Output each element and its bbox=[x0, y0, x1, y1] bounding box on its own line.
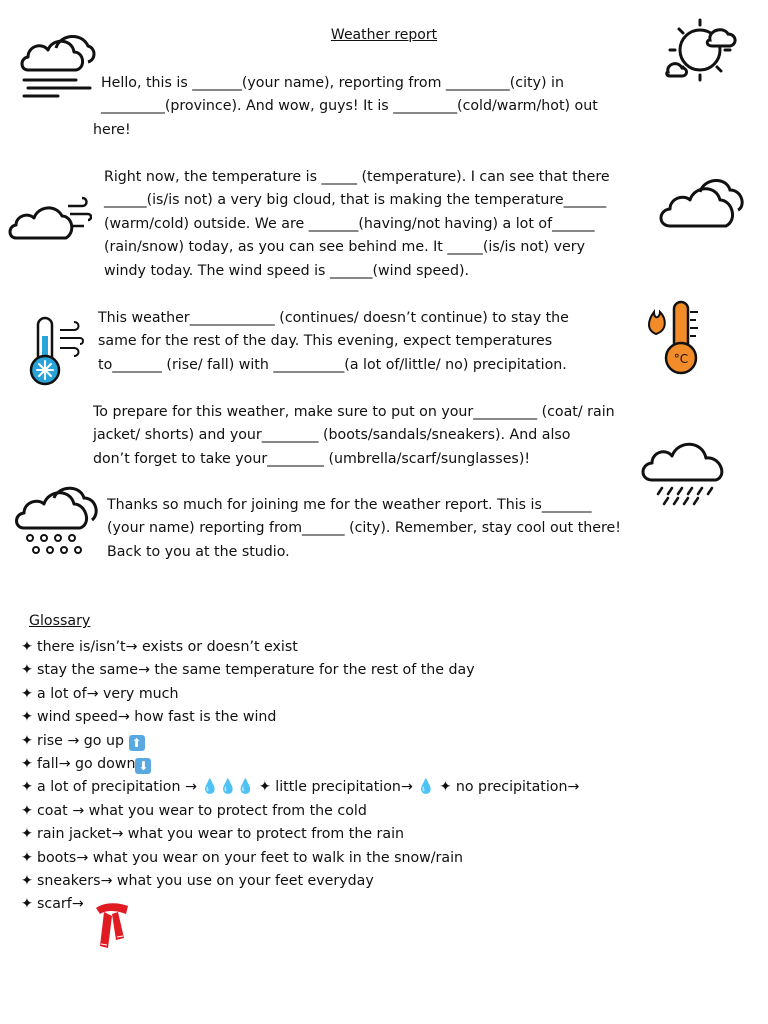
preparation-paragraph bbox=[93, 401, 615, 471]
star-icon: ✦ bbox=[21, 639, 33, 655]
star-icon: ✦ bbox=[21, 779, 33, 796]
text-line: (rain/snow) today, as you can see behind me. It _____(is/is not) very bbox=[104, 239, 585, 256]
glossary-text: rain jacket→ what you wear to protect from the rain bbox=[37, 826, 405, 843]
clouds-icon bbox=[656, 172, 748, 230]
text-line: (your name) reporting from______ (city). Remember, stay cool out there! bbox=[107, 520, 621, 537]
list-item bbox=[21, 823, 579, 846]
glossary-title: Glossary bbox=[29, 613, 91, 629]
water-drop-icon: 💧 bbox=[417, 779, 435, 796]
glossary-text: a lot of precipitation → bbox=[37, 779, 197, 796]
star-icon: ✦ bbox=[21, 709, 33, 726]
list-item bbox=[21, 847, 579, 870]
list-item bbox=[21, 659, 579, 682]
list-item bbox=[21, 706, 579, 729]
water-drops-icon: 💧💧💧 bbox=[201, 779, 255, 796]
glossary-text: scarf→ bbox=[37, 896, 84, 913]
arrow-down-icon: ⬇ bbox=[135, 758, 151, 774]
text-line: Right now, the temperature is _____ (temperature). I can see that there bbox=[104, 169, 610, 185]
cloud-wind-icon bbox=[18, 26, 98, 98]
scarf-icon bbox=[92, 902, 132, 950]
text-line: same for the rest of the day. This evening, expect temperatures bbox=[98, 333, 553, 350]
temperature-paragraph bbox=[104, 166, 610, 283]
text-line: Thanks so much for joining me for the weather report. This is_______ bbox=[107, 497, 592, 513]
star-icon: ✦ bbox=[21, 755, 33, 772]
glossary-text: rise → go up bbox=[37, 732, 124, 749]
cold-thermometer-icon bbox=[28, 316, 86, 388]
text-line: ______(is/is not) a very big cloud, that is making the temperature______ bbox=[104, 192, 607, 209]
text-line: This weather____________ (continues/ doesn’t continue) to stay the bbox=[98, 310, 569, 326]
arrow-up-icon: ⬆ bbox=[129, 735, 145, 751]
star-icon: ✦ bbox=[258, 779, 271, 796]
glossary-text: no precipitation→ bbox=[455, 779, 580, 796]
star-icon: ✦ bbox=[21, 872, 33, 889]
star-icon: ✦ bbox=[21, 896, 33, 913]
glossary-text: there is/isn’t→ exists or doesn’t exist bbox=[37, 639, 298, 655]
glossary-text: boots→ what you wear on your feet to walk in the snow/rain bbox=[37, 849, 464, 866]
text-line: (warm/cold) outside. We are _______(having/not having) a lot of______ bbox=[104, 215, 595, 232]
rain-cloud-icon bbox=[640, 438, 728, 506]
list-item bbox=[21, 730, 579, 753]
text-line: windy today. The wind speed is ______(wind speed). bbox=[104, 262, 470, 279]
glossary-text: coat → what you wear to protect from the cold bbox=[37, 802, 367, 819]
list-item bbox=[21, 636, 579, 659]
text-line: Back to you at the studio. bbox=[107, 543, 290, 560]
svg-text:°C: °C bbox=[673, 352, 689, 366]
star-icon: ✦ bbox=[21, 802, 33, 819]
star-icon: ✦ bbox=[21, 732, 33, 749]
list-item bbox=[21, 800, 579, 823]
cloud-wind-icon bbox=[8, 196, 92, 244]
list-item bbox=[21, 870, 579, 893]
glossary-text: stay the same→ the same temperature for the rest of the day bbox=[37, 662, 475, 679]
star-icon: ✦ bbox=[21, 685, 33, 702]
glossary-text: sneakers→ what you use on your feet everyday bbox=[37, 872, 374, 889]
hail-cloud-icon bbox=[14, 484, 100, 560]
text-line: To prepare for this weather, make sure to put on your_________ (coat/ rain bbox=[93, 404, 615, 420]
closing-paragraph bbox=[107, 494, 621, 564]
list-item bbox=[21, 753, 579, 776]
glossary-text: little precipitation→ bbox=[275, 779, 413, 796]
forecast-paragraph bbox=[98, 307, 569, 377]
text-line: _________(province). And wow, guys! It is _________(cold/warm/hot) out bbox=[101, 98, 598, 115]
star-icon: ✦ bbox=[21, 662, 33, 679]
glossary-text: wind speed→ how fast is the wind bbox=[37, 709, 277, 726]
hot-thermometer-icon bbox=[644, 300, 706, 376]
sun-cloud-icon bbox=[662, 16, 742, 84]
page-title: Weather report bbox=[330, 27, 438, 43]
text-line: to_______ (rise/ fall) with __________(a lot of/little/ no) precipitation. bbox=[98, 356, 567, 373]
intro-paragraph bbox=[93, 72, 598, 142]
glossary-text: a lot of→ very much bbox=[37, 685, 179, 702]
glossary-list bbox=[21, 636, 579, 917]
list-item bbox=[21, 683, 579, 706]
list-item bbox=[21, 776, 579, 799]
star-icon: ✦ bbox=[21, 826, 33, 843]
text-line: don’t forget to take your________ (umbrella/scarf/sunglasses)! bbox=[93, 450, 531, 467]
text-line: here! bbox=[93, 121, 131, 138]
star-icon: ✦ bbox=[439, 779, 452, 796]
glossary-text: fall→ go down bbox=[37, 755, 136, 772]
star-icon: ✦ bbox=[21, 849, 33, 866]
text-line: jacket/ shorts) and your________ (boots/sandals/sneakers). And also bbox=[93, 427, 571, 444]
text-line: Hello, this is _______(your name), reporting from _________(city) in bbox=[101, 75, 564, 91]
